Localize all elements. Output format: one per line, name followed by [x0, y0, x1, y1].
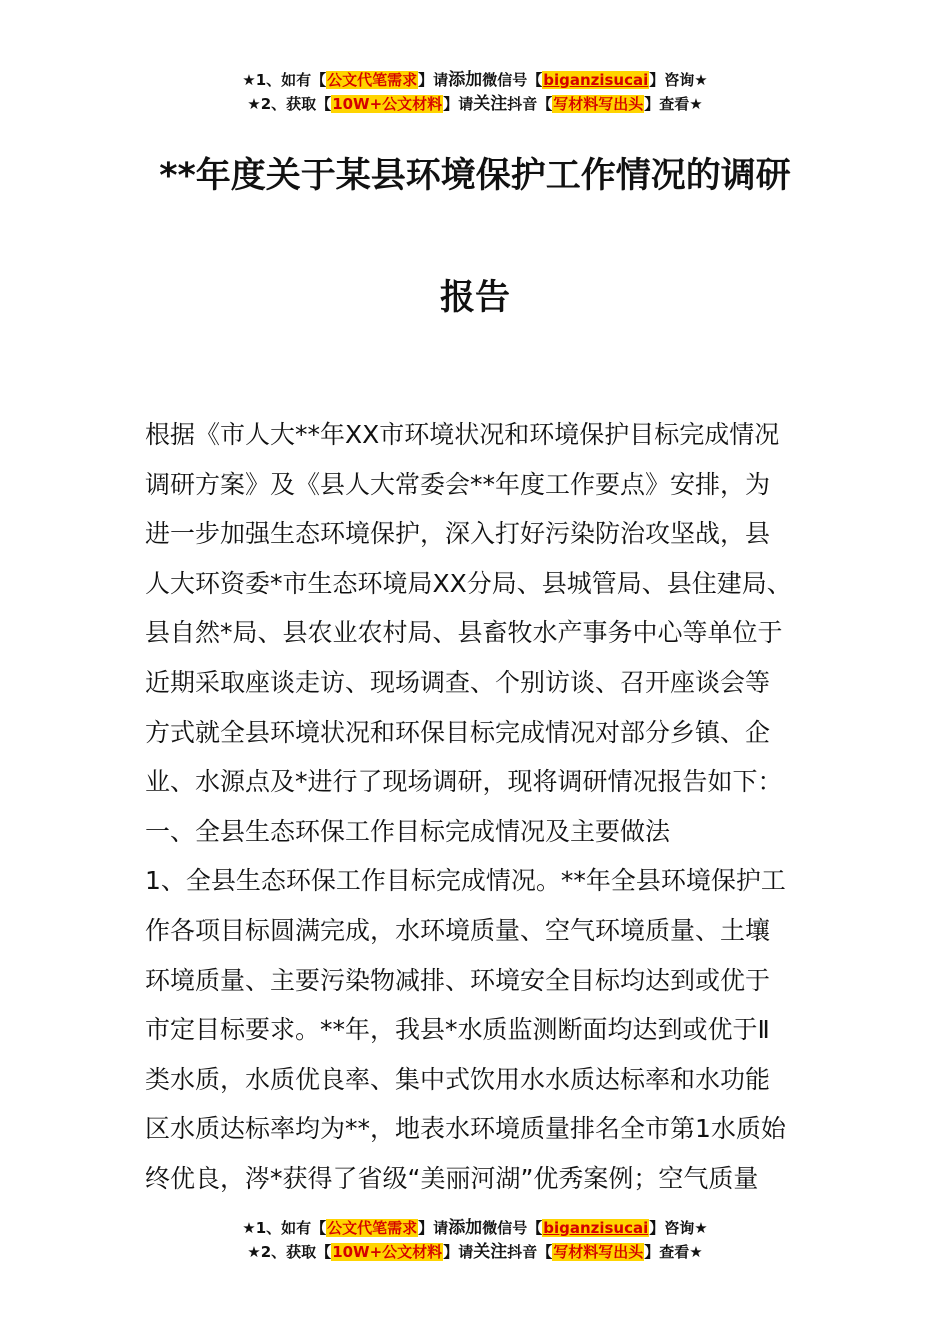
- body-line: 区水质达标率均为**，地表水环境质量排名全市第1水质始: [145, 1114, 786, 1144]
- footer-promo-banner: [0, 1216, 950, 1264]
- document-body: [145, 410, 807, 1204]
- header-promo-banner: [0, 68, 950, 116]
- body-line: 市定目标要求。**年，我县*水质监测断面均达到或优于Ⅱ: [145, 1015, 770, 1045]
- body-line: 进一步加强生态环境保护，深入打好污染防治攻坚战，县: [145, 519, 771, 549]
- wechat-id-link[interactable]: biganzisucai: [543, 71, 649, 89]
- document-title-line-2: 报告: [439, 278, 510, 318]
- footer-promo-line-1: ★1、如有【公文代笔需求】请添加微信号【biganzisucai】咨询★: [242, 1218, 708, 1238]
- header-promo-line-1: ★1、如有【公文代笔需求】请添加微信号【biganzisucai】咨询★: [242, 70, 708, 90]
- body-line: 1、全县生态环保工作目标完成情况。**年全县环境保护工: [145, 866, 786, 896]
- body-line: 作各项目标圆满完成，水环境质量、空气环境质量、土壤: [145, 915, 771, 945]
- body-line: 业、水源点及*进行了现场调研，现将调研情况报告如下：: [145, 767, 783, 797]
- wechat-id-link[interactable]: biganzisucai: [543, 1219, 649, 1237]
- body-line: 人大环资委*市生态环境局XX分局、县城管局、县住建局、: [145, 568, 792, 598]
- body-line: 环境质量、主要污染物减排、环境安全目标均达到或优于: [145, 965, 771, 995]
- document-title-line-1: **年度关于某县环境保护工作情况的调研: [159, 156, 791, 196]
- body-line: 根据《市人大**年XX市环境状况和环境保护目标完成情况: [145, 420, 780, 449]
- body-line: 类水质，水质优良率、集中式饮用水水质达标率和水功能: [145, 1064, 771, 1094]
- header-promo-line-2: ★2、获取【10W+公文材料】请关注抖音【写材料写出头】查看★: [247, 94, 703, 114]
- footer-promo-line-2: ★2、获取【10W+公文材料】请关注抖音【写材料写出头】查看★: [247, 1242, 703, 1262]
- section-heading: 一、全县生态环保工作目标完成情况及主要做法: [145, 816, 671, 846]
- body-line: 县自然*局、县农业农村局、县畜牧水产事务中心等单位于: [145, 618, 783, 648]
- body-line: 终优良，涔*获得了省级“美丽河湖”优秀案例；空气质量: [145, 1163, 759, 1193]
- body-line: 近期采取座谈走访、现场调查、个别访谈、召开座谈会等: [145, 667, 771, 697]
- body-line: 方式就全县环境状况和环保目标完成情况对部分乡镇、企: [145, 717, 771, 747]
- body-line: 调研方案》及《县人大常委会**年度工作要点》安排，为: [145, 469, 771, 499]
